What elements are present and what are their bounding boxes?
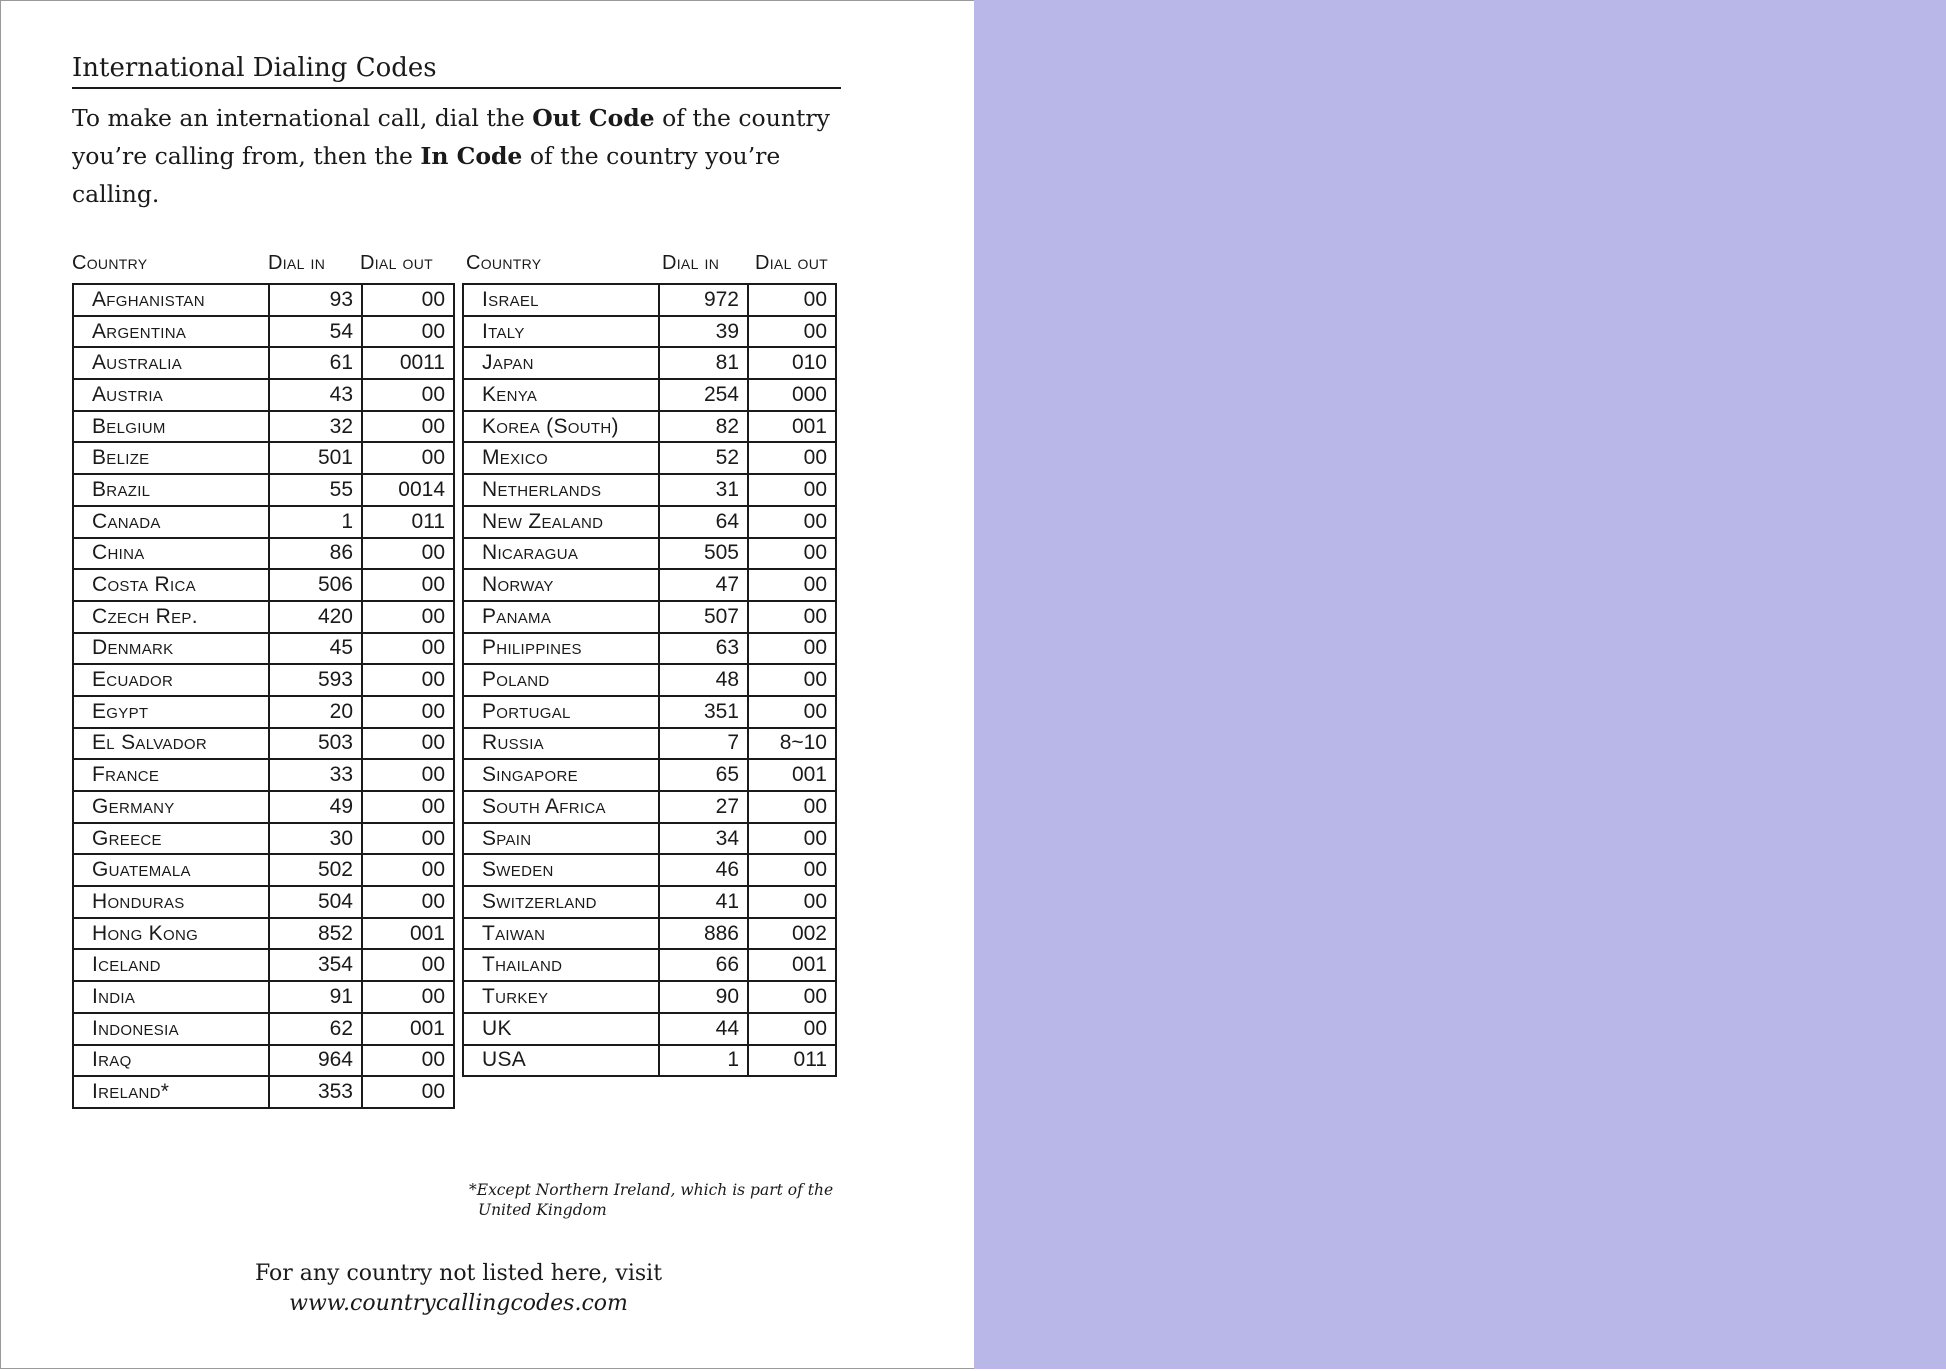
country-cell: Egypt xyxy=(73,696,269,728)
table-row xyxy=(73,728,454,760)
country-cell: Portugal xyxy=(463,696,659,728)
table-row xyxy=(73,1013,454,1045)
country-cell: Ecuador xyxy=(73,664,269,696)
dial-out-cell: 00 xyxy=(362,854,454,886)
country-cell: Iceland xyxy=(73,949,269,981)
table-row xyxy=(73,1076,454,1108)
country-cell: China xyxy=(73,538,269,570)
dial-in-cell: 33 xyxy=(269,759,362,791)
dial-out-cell: 00 xyxy=(748,284,836,316)
dial-out-cell: 00 xyxy=(748,474,836,506)
dial-in-cell: 49 xyxy=(269,791,362,823)
dial-in-cell: 65 xyxy=(659,759,748,791)
footnote: *Except Northern Ireland, which is part of the United Kingdom xyxy=(469,1181,834,1219)
dial-out-cell: 00 xyxy=(748,506,836,538)
country-cell: South Africa xyxy=(463,791,659,823)
table-row xyxy=(73,854,454,886)
dial-in-cell: 504 xyxy=(269,886,362,918)
table-row xyxy=(73,981,454,1013)
dial-out-cell: 00 xyxy=(748,1013,836,1045)
country-cell: Italy xyxy=(463,316,659,348)
country-cell: Greece xyxy=(73,823,269,855)
table-row xyxy=(463,601,836,633)
dial-out-cell: 00 xyxy=(362,569,454,601)
dial-out-cell: 00 xyxy=(748,823,836,855)
dial-in-cell: 254 xyxy=(659,379,748,411)
dial-in-cell: 7 xyxy=(659,728,748,760)
dial-out-cell: 00 xyxy=(748,791,836,823)
table-row xyxy=(73,316,454,348)
right-header-dial-in: Dial in xyxy=(662,252,720,274)
dial-out-cell: 001 xyxy=(748,949,836,981)
table-row xyxy=(463,791,836,823)
table-row xyxy=(73,949,454,981)
table-row xyxy=(73,538,454,570)
dial-out-cell: 00 xyxy=(748,664,836,696)
table-row xyxy=(73,664,454,696)
table-row xyxy=(463,728,836,760)
table-row xyxy=(73,569,454,601)
table-row xyxy=(463,347,836,379)
country-cell: Singapore xyxy=(463,759,659,791)
dial-out-cell: 00 xyxy=(748,442,836,474)
intro-text-3: of the country you’re calling. xyxy=(72,142,781,208)
country-cell: Netherlands xyxy=(463,474,659,506)
country-cell: Spain xyxy=(463,823,659,855)
country-cell: Turkey xyxy=(463,981,659,1013)
table-row xyxy=(463,633,836,665)
dial-out-cell: 001 xyxy=(362,918,454,950)
dial-in-cell: 31 xyxy=(659,474,748,506)
dial-in-cell: 39 xyxy=(659,316,748,348)
table-row xyxy=(463,981,836,1013)
country-cell: New Zealand xyxy=(463,506,659,538)
dial-in-cell: 48 xyxy=(659,664,748,696)
country-cell: Belgium xyxy=(73,411,269,443)
country-cell: Ireland* xyxy=(73,1076,269,1108)
dial-in-cell: 41 xyxy=(659,886,748,918)
country-cell: Guatemala xyxy=(73,854,269,886)
intro-in-code: In Code xyxy=(420,142,523,170)
dial-in-cell: 45 xyxy=(269,633,362,665)
dial-in-cell: 501 xyxy=(269,442,362,474)
table-row xyxy=(73,791,454,823)
table-row xyxy=(463,569,836,601)
country-cell: USA xyxy=(463,1045,659,1077)
table-row xyxy=(463,664,836,696)
country-cell: Iraq xyxy=(73,1045,269,1077)
table-row xyxy=(73,474,454,506)
dialing-codes-table-left xyxy=(72,283,455,1109)
table-row xyxy=(73,442,454,474)
intro-out-code: Out Code xyxy=(532,104,655,132)
dial-in-cell: 420 xyxy=(269,601,362,633)
dial-in-cell: 1 xyxy=(659,1045,748,1077)
left-header-dial-out: Dial out xyxy=(360,252,433,274)
dial-out-cell: 00 xyxy=(362,664,454,696)
table-row xyxy=(463,759,836,791)
intro-text-2: of the country you’re calling from, then the xyxy=(72,104,830,170)
left-page xyxy=(0,0,974,1369)
dial-in-cell: 34 xyxy=(659,823,748,855)
intro-paragraph xyxy=(72,99,862,213)
dial-in-cell: 852 xyxy=(269,918,362,950)
right-header-country: Country xyxy=(466,252,542,274)
dial-out-cell: 00 xyxy=(748,538,836,570)
table-row xyxy=(463,1045,836,1077)
dial-in-cell: 61 xyxy=(269,347,362,379)
right-page-panel xyxy=(974,0,1946,1369)
dial-out-cell: 00 xyxy=(748,633,836,665)
country-cell: Switzerland xyxy=(463,886,659,918)
dial-in-cell: 93 xyxy=(269,284,362,316)
country-cell: Israel xyxy=(463,284,659,316)
table-row xyxy=(463,316,836,348)
dial-in-cell: 32 xyxy=(269,411,362,443)
table-row xyxy=(463,1013,836,1045)
dial-in-cell: 593 xyxy=(269,664,362,696)
country-cell: Honduras xyxy=(73,886,269,918)
country-cell: Taiwan xyxy=(463,918,659,950)
table-row xyxy=(73,601,454,633)
table-row xyxy=(73,696,454,728)
dial-in-cell: 354 xyxy=(269,949,362,981)
country-cell: Canada xyxy=(73,506,269,538)
table-row xyxy=(73,823,454,855)
dial-out-cell: 00 xyxy=(748,696,836,728)
dial-in-cell: 47 xyxy=(659,569,748,601)
country-cell: El Salvador xyxy=(73,728,269,760)
country-cell: Russia xyxy=(463,728,659,760)
dial-in-cell: 91 xyxy=(269,981,362,1013)
country-cell: Japan xyxy=(463,347,659,379)
dial-out-cell: 00 xyxy=(748,886,836,918)
dial-in-cell: 55 xyxy=(269,474,362,506)
dial-in-cell: 972 xyxy=(659,284,748,316)
dial-out-cell: 001 xyxy=(748,411,836,443)
table-row xyxy=(463,506,836,538)
dial-in-cell: 27 xyxy=(659,791,748,823)
dial-in-cell: 964 xyxy=(269,1045,362,1077)
dial-in-cell: 1 xyxy=(269,506,362,538)
dial-in-cell: 886 xyxy=(659,918,748,950)
country-cell: Norway xyxy=(463,569,659,601)
dial-out-cell: 00 xyxy=(362,601,454,633)
country-cell: Poland xyxy=(463,664,659,696)
dial-out-cell: 00 xyxy=(362,728,454,760)
visit-note xyxy=(1,1259,821,1319)
country-cell: Nicaragua xyxy=(463,538,659,570)
dial-out-cell: 00 xyxy=(362,284,454,316)
right-header-dial-out: Dial out xyxy=(755,252,828,274)
country-cell: Argentina xyxy=(73,316,269,348)
dial-out-cell: 00 xyxy=(362,633,454,665)
country-cell: Panama xyxy=(463,601,659,633)
dial-in-cell: 54 xyxy=(269,316,362,348)
dial-out-cell: 00 xyxy=(362,1045,454,1077)
dial-out-cell: 00 xyxy=(362,759,454,791)
dial-out-cell: 001 xyxy=(748,759,836,791)
dial-out-cell: 00 xyxy=(362,442,454,474)
dial-in-cell: 46 xyxy=(659,854,748,886)
country-cell: France xyxy=(73,759,269,791)
dial-out-cell: 0011 xyxy=(362,347,454,379)
dial-out-cell: 8~10 xyxy=(748,728,836,760)
dial-out-cell: 00 xyxy=(362,823,454,855)
dial-in-cell: 44 xyxy=(659,1013,748,1045)
table-row xyxy=(73,759,454,791)
country-cell: Czech Rep. xyxy=(73,601,269,633)
table-row xyxy=(73,284,454,316)
dial-out-cell: 011 xyxy=(362,506,454,538)
dialing-codes-table-right xyxy=(462,283,837,1077)
table-row xyxy=(73,918,454,950)
dial-in-cell: 52 xyxy=(659,442,748,474)
left-header-dial-in: Dial in xyxy=(268,252,326,274)
dial-out-cell: 002 xyxy=(748,918,836,950)
table-row xyxy=(73,379,454,411)
table-row xyxy=(463,538,836,570)
country-cell: Austria xyxy=(73,379,269,411)
country-cell: Thailand xyxy=(463,949,659,981)
country-cell: Belize xyxy=(73,442,269,474)
dial-out-cell: 00 xyxy=(362,696,454,728)
dial-in-cell: 66 xyxy=(659,949,748,981)
dial-out-cell: 00 xyxy=(748,316,836,348)
country-cell: Costa Rica xyxy=(73,569,269,601)
dial-out-cell: 001 xyxy=(362,1013,454,1045)
country-cell: UK xyxy=(463,1013,659,1045)
dial-in-cell: 90 xyxy=(659,981,748,1013)
table-row xyxy=(73,633,454,665)
country-cell: Mexico xyxy=(463,442,659,474)
dial-out-cell: 00 xyxy=(362,379,454,411)
table-row xyxy=(463,854,836,886)
dial-out-cell: 00 xyxy=(748,981,836,1013)
dial-out-cell: 000 xyxy=(748,379,836,411)
dial-in-cell: 502 xyxy=(269,854,362,886)
dial-out-cell: 00 xyxy=(362,886,454,918)
dial-out-cell: 00 xyxy=(362,538,454,570)
dial-out-cell: 00 xyxy=(362,1076,454,1108)
dial-in-cell: 20 xyxy=(269,696,362,728)
country-cell: Australia xyxy=(73,347,269,379)
country-cell: Afghanistan xyxy=(73,284,269,316)
country-cell: Denmark xyxy=(73,633,269,665)
dial-in-cell: 43 xyxy=(269,379,362,411)
dial-in-cell: 82 xyxy=(659,411,748,443)
table-row xyxy=(463,379,836,411)
dial-in-cell: 503 xyxy=(269,728,362,760)
table-row xyxy=(73,1045,454,1077)
dial-in-cell: 505 xyxy=(659,538,748,570)
dial-in-cell: 506 xyxy=(269,569,362,601)
dial-in-cell: 86 xyxy=(269,538,362,570)
dial-out-cell: 00 xyxy=(748,569,836,601)
table-row xyxy=(463,411,836,443)
table-row xyxy=(463,949,836,981)
table-row xyxy=(463,474,836,506)
intro-text-1: To make an international call, dial the xyxy=(72,104,533,132)
dial-in-cell: 351 xyxy=(659,696,748,728)
country-cell: Hong Kong xyxy=(73,918,269,950)
table-row xyxy=(463,284,836,316)
dial-in-cell: 64 xyxy=(659,506,748,538)
dial-in-cell: 62 xyxy=(269,1013,362,1045)
country-cell: Sweden xyxy=(463,854,659,886)
dial-out-cell: 00 xyxy=(362,411,454,443)
dial-in-cell: 63 xyxy=(659,633,748,665)
table-row xyxy=(463,696,836,728)
table-row xyxy=(463,886,836,918)
dial-out-cell: 010 xyxy=(748,347,836,379)
dial-out-cell: 00 xyxy=(362,316,454,348)
country-cell: Germany xyxy=(73,791,269,823)
table-row xyxy=(73,886,454,918)
dial-out-cell: 00 xyxy=(362,981,454,1013)
country-cell: Brazil xyxy=(73,474,269,506)
country-cell: Kenya xyxy=(463,379,659,411)
dial-out-cell: 0014 xyxy=(362,474,454,506)
dial-out-cell: 011 xyxy=(748,1045,836,1077)
page-title: International Dialing Codes xyxy=(72,51,841,89)
table-row xyxy=(463,823,836,855)
table-row xyxy=(73,506,454,538)
table-row xyxy=(463,442,836,474)
dial-out-cell: 00 xyxy=(362,949,454,981)
table-row xyxy=(73,347,454,379)
country-cell: Indonesia xyxy=(73,1013,269,1045)
country-cell: Philippines xyxy=(463,633,659,665)
dial-out-cell: 00 xyxy=(362,791,454,823)
visit-text: For any country not listed here, visit xyxy=(254,1261,663,1286)
table-row xyxy=(73,411,454,443)
dial-in-cell: 30 xyxy=(269,823,362,855)
left-header-country: Country xyxy=(72,252,148,274)
visit-url: www.countrycallingcodes.com xyxy=(289,1291,628,1316)
dial-in-cell: 353 xyxy=(269,1076,362,1108)
table-row xyxy=(463,918,836,950)
dial-in-cell: 507 xyxy=(659,601,748,633)
country-cell: India xyxy=(73,981,269,1013)
dial-out-cell: 00 xyxy=(748,601,836,633)
dial-out-cell: 00 xyxy=(748,854,836,886)
country-cell: Korea (South) xyxy=(463,411,659,443)
dial-in-cell: 81 xyxy=(659,347,748,379)
